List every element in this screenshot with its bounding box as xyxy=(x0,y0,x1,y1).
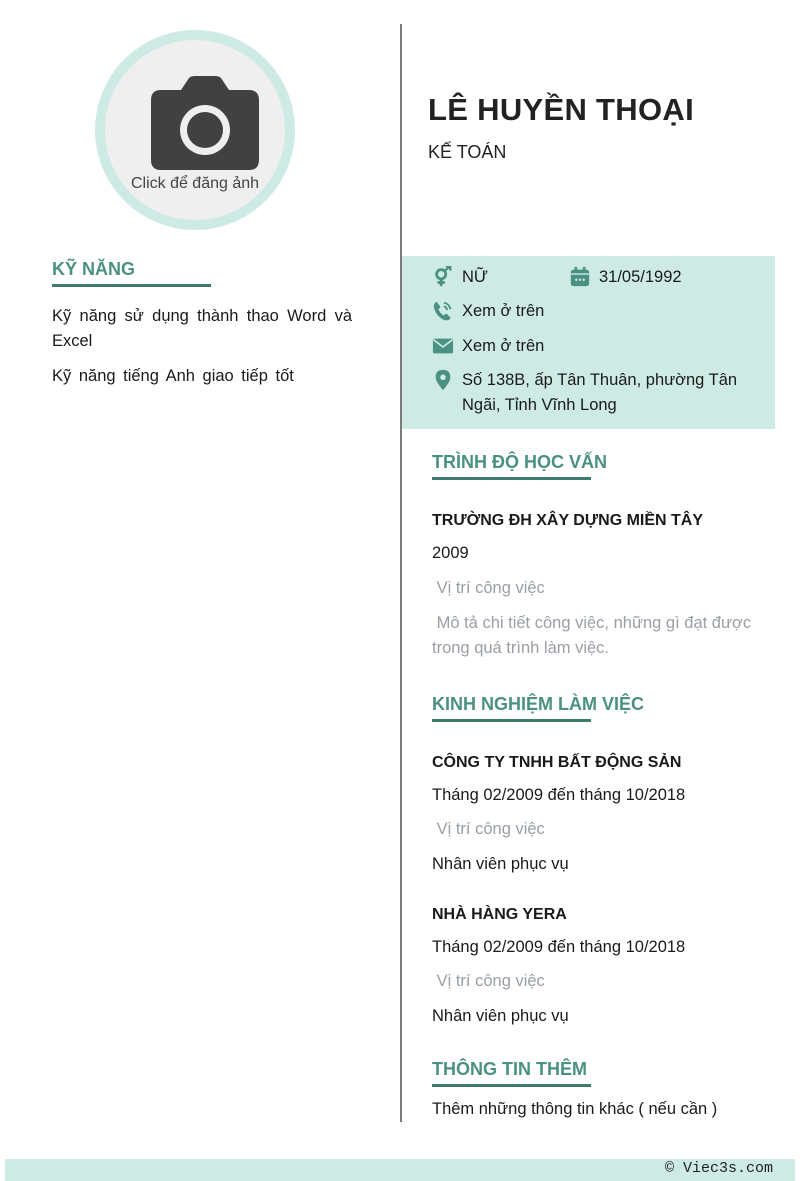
additional-info-text: Thêm những thông tin khác ( nếu cần ) xyxy=(432,1100,718,1118)
experience-title: KINH NGHIỆM LÀM VIỆC xyxy=(432,694,645,714)
left-column xyxy=(0,0,400,1130)
envelope-icon xyxy=(432,335,454,357)
experience-section xyxy=(432,694,762,1029)
company-name: CÔNG TY TNHH BẤT ĐỘNG SẢN xyxy=(432,754,682,771)
birthday-value: 31/05/1992 xyxy=(599,268,682,286)
experience-position: Vị trí công việc xyxy=(432,972,545,990)
avatar-placeholder[interactable] xyxy=(105,40,285,220)
education-title: TRÌNH ĐỘ HỌC VẤN xyxy=(432,452,607,472)
experience-period: Tháng 02/2009 đến tháng 10/2018 xyxy=(432,938,686,956)
section-underline xyxy=(52,284,211,287)
email-row xyxy=(432,334,544,359)
experience-description: Nhân viên phục vụ xyxy=(432,855,569,873)
email-value: Xem ở trên xyxy=(462,337,545,355)
skills-section xyxy=(52,259,352,389)
address-value: Số 138B, ấp Tân Thuân, phường Tân Ngãi, Tỉnh Vĩnh Long xyxy=(462,371,738,414)
additional-info-title: THÔNG TIN THÊM xyxy=(432,1059,587,1079)
school-name: TRƯỜNG ĐH XÂY DỰNG MIỀN TÂY xyxy=(432,512,704,529)
job-title: KẾ TOÁN xyxy=(428,142,507,162)
phone-icon xyxy=(432,300,454,322)
calendar-icon xyxy=(569,266,591,288)
experience-description: Nhân viên phục vụ xyxy=(432,1007,569,1025)
section-underline xyxy=(432,719,591,722)
avatar-upload[interactable] xyxy=(95,30,295,230)
education-section xyxy=(432,452,762,661)
education-position: Vị trí công việc xyxy=(432,579,545,597)
experience-period: Tháng 02/2009 đến tháng 10/2018 xyxy=(432,786,686,804)
column-divider xyxy=(400,24,402,1122)
upload-photo-label[interactable]: Click để đăng ảnh xyxy=(130,175,260,192)
map-pin-icon xyxy=(432,369,454,391)
candidate-name: LÊ HUYỀN THOẠI xyxy=(428,92,694,127)
skills-title: KỸ NĂNG xyxy=(52,259,136,279)
section-underline xyxy=(432,1084,591,1087)
gender-value: NỮ xyxy=(462,268,489,286)
additional-info-section xyxy=(432,1059,762,1122)
experience-position: Vị trí công việc xyxy=(432,820,545,838)
skill-item: Kỹ năng sử dụng thành thao Word và Excel xyxy=(52,307,352,350)
company-name: NHÀ HÀNG YERA xyxy=(432,906,567,923)
phone-value: Xem ở trên xyxy=(462,302,545,320)
gender-icon xyxy=(432,266,454,288)
skill-item: Kỹ năng tiếng Anh giao tiếp tốt xyxy=(52,367,294,385)
education-description: Mô tả chi tiết công việc, những gì đạt được trong quá trình làm việc. xyxy=(432,614,756,657)
phone-row xyxy=(432,299,544,324)
address-row xyxy=(432,368,752,418)
education-year: 2009 xyxy=(432,544,469,562)
camera-icon xyxy=(151,76,259,170)
copyright-text: © Viec3s.com xyxy=(664,1160,773,1177)
gender-row xyxy=(432,265,488,290)
contact-panel xyxy=(402,256,775,429)
section-underline xyxy=(432,477,591,480)
birthday-row xyxy=(569,265,682,290)
footer-bar xyxy=(5,1159,795,1181)
